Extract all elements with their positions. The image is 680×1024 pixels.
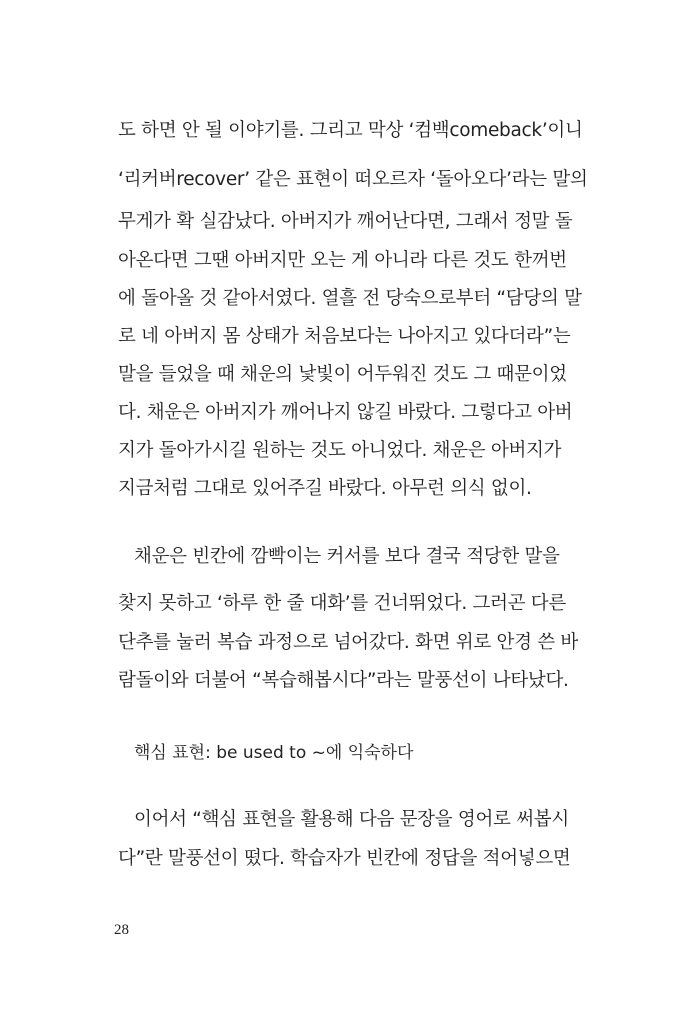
text-line: 람돌이와 더불어 “복습해봅시다”라는 말풍선이 나타났다.	[118, 670, 569, 691]
text-line: 아온다면 그땐 아버지만 오는 게 아니라 다른 것도 한꺼번	[118, 250, 567, 271]
text-line: 지금처럼 그대로 있어주길 바랐다. 아무런 의식 없이.	[118, 478, 532, 499]
text-line: 채운은 빈칸에 깜빡이는 커서를 보다 결국 적당한 말을	[134, 546, 560, 567]
text-line: 지가 돌아가시길 원하는 것도 아니었다. 채운은 아버지가	[118, 440, 562, 461]
text-line: 다. 채운은 아버지가 깨어나지 않길 바랐다. 그렇다고 아버	[118, 402, 573, 423]
key-expression: 핵심 표현: be used to ~에 익숙하다	[134, 743, 414, 763]
text-line: 단추를 눌러 복습 과정으로 넘어갔다. 화면 위로 안경 쓴 바	[118, 632, 578, 653]
text-line: 말을 들었을 때 채운의 낯빛이 어두워진 것도 그 때문이었	[118, 364, 567, 385]
text-line: 이어서 “핵심 표현을 활용해 다음 문장을 영어로 써봅시	[134, 809, 569, 830]
text-line: 로 네 아버지 몸 상태가 처음보다는 나아지고 있다더라”는	[118, 326, 571, 347]
text-line: 무게가 확 실감났다. 아버지가 깨어난다면, 그래서 정말 돌	[118, 211, 573, 232]
text-line: 에 돌아올 것 같아서였다. 열흘 전 당숙으로부터 “담당의 말	[118, 288, 582, 309]
text-line: ‘리커버recover’ 같은 표현이 떠오르자 ‘돌아오다’라는 말의	[118, 169, 588, 190]
page-number: 28	[114, 922, 129, 938]
text-line: 도 하면 안 될 이야기를. 그리고 막상 ‘컴백comeback’이니	[118, 120, 583, 141]
text-line: 찾지 못하고 ‘하루 한 줄 대화’를 건너뛰었다. 그러곤 다른	[118, 593, 566, 614]
text-line: 다”란 말풍선이 떴다. 학습자가 빈칸에 정답을 적어넣으면	[118, 848, 571, 869]
